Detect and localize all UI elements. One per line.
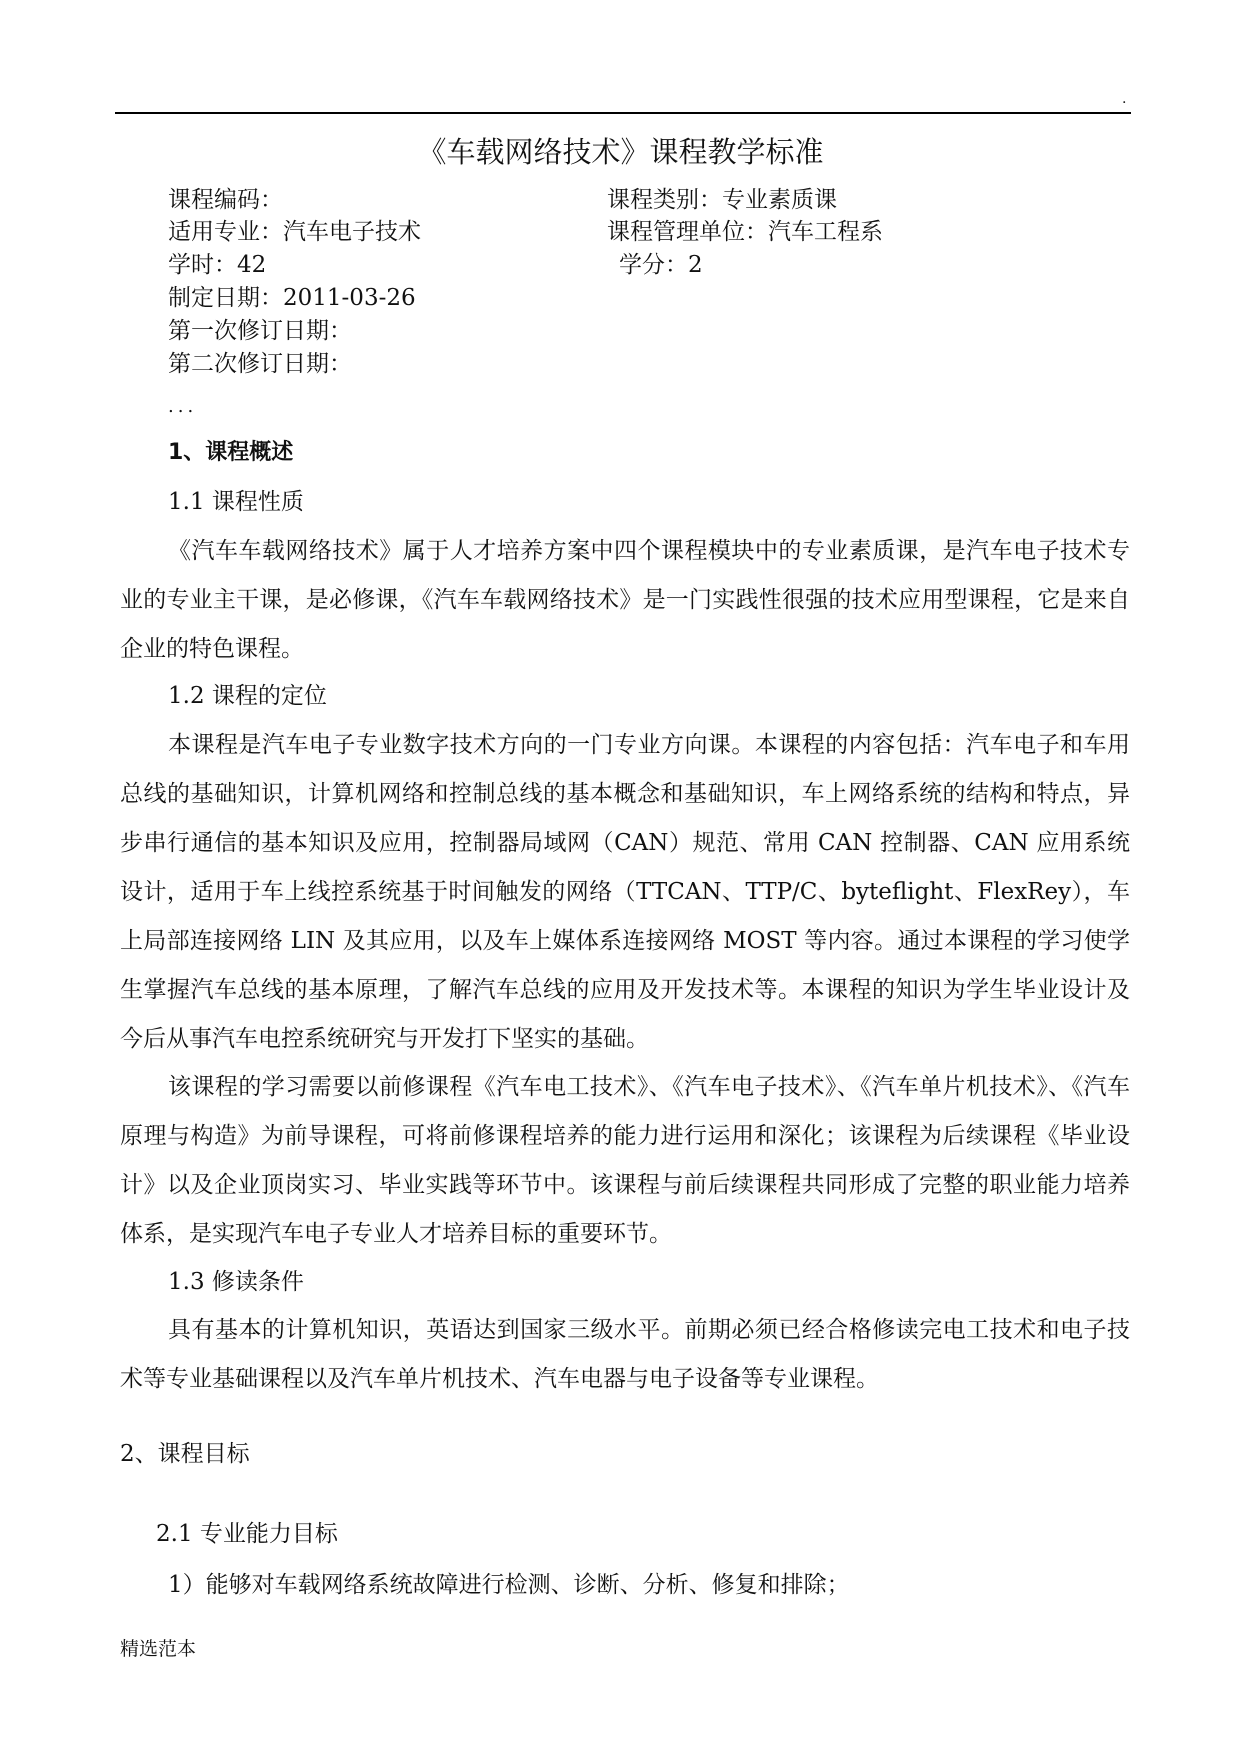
made-date: 制定日期：2011-03-26: [168, 285, 416, 311]
course-code: 课程编码：: [168, 187, 283, 213]
course-hours: 学时：42: [168, 252, 267, 278]
section-1-1-title: 1.1 课程性质: [168, 489, 304, 515]
section-1-3-title: 1.3 修读条件: [168, 1269, 304, 1295]
page-title: 《车载网络技术》课程教学标准: [417, 135, 824, 169]
section-1-2-text-1: 本课程是汽车电子专业数字技术方向的一门专业方向课。本课程的内容包括：汽车电子和车用总线的基础知识，计算机网络和控制总线的基本概念和基础知识，车上网络系统的结构和特点，异步串行通信的基本知识及应用，控制器局域网（CAN）规范、常用 CAN 控制器、CAN 应用系统设计，适用于车上线控系统基于时间触发的网络（TTCAN、TTP/C、byteflight、FlexRey），车上局部连接网络 LIN 及其应用，以及车上媒体系连接网络 MOST 等内容。通过本课程的学习使学生掌握汽车总线的基本原理，了解汽车总线的应用及开发技术等。本课程的知识为学生毕业设计及今后从事汽车电控系统研究与开发打下坚实的基础。: [120, 732, 1130, 1052]
section-1-title: 1、课程概述: [168, 440, 294, 465]
applicable-major: 适用专业：汽车电子技术: [168, 219, 421, 245]
header-mark: .: [1122, 91, 1127, 107]
ellipsis: ...: [168, 396, 198, 417]
second-revision-date: 第二次修订日期：: [168, 351, 352, 377]
footer-label: 精选范本: [120, 1638, 197, 1660]
section-1-2-text-2: 该课程的学习需要以前修课程《汽车电工技术》、《汽车电子技术》、《汽车单片机技术》、《汽车原理与构造》为前导课程，可将前修课程培养的能力进行运用和深化；该课程为后续课程《毕业设计》以及企业顶岗实习、毕业实践等环节中。该课程与前后续课程共同形成了完整的职业能力培养体系，是实现汽车电子专业人才培养目标的重要环节。: [120, 1074, 1130, 1247]
section-1-3-text: 具有基本的计算机知识，英语达到国家三级水平。前期必须已经合格修读完电工技术和电子技术等专业基础课程以及汽车单片机技术、汽车电器与电子设备等专业课程。: [120, 1317, 1130, 1392]
first-revision-date: 第一次修订日期：: [168, 318, 352, 344]
section-2-title: 2、课程目标: [120, 1441, 250, 1467]
section-1-1-text: 《汽车车载网络技术》属于人才培养方案中四个课程模块中的专业素质课，是汽车电子技术专业的专业主干课，是必修课，《汽车车载网络技术》是一门实践性很强的技术应用型课程，它是来自企业的特色课程。: [120, 538, 1130, 662]
header-rule: [115, 112, 1131, 114]
section-1-2-title: 1.2 课程的定位: [168, 683, 327, 709]
section-2-1-title: 2.1 专业能力目标: [156, 1521, 338, 1547]
course-credits: 学分：2: [619, 252, 703, 278]
managing-department: 课程管理单位：汽车工程系: [607, 219, 883, 245]
course-category: 课程类别：专业素质课: [607, 187, 837, 213]
section-2-1-item-1: 1）能够对车载网络系统故障进行检测、诊断、分析、修复和排除；: [168, 1572, 850, 1598]
